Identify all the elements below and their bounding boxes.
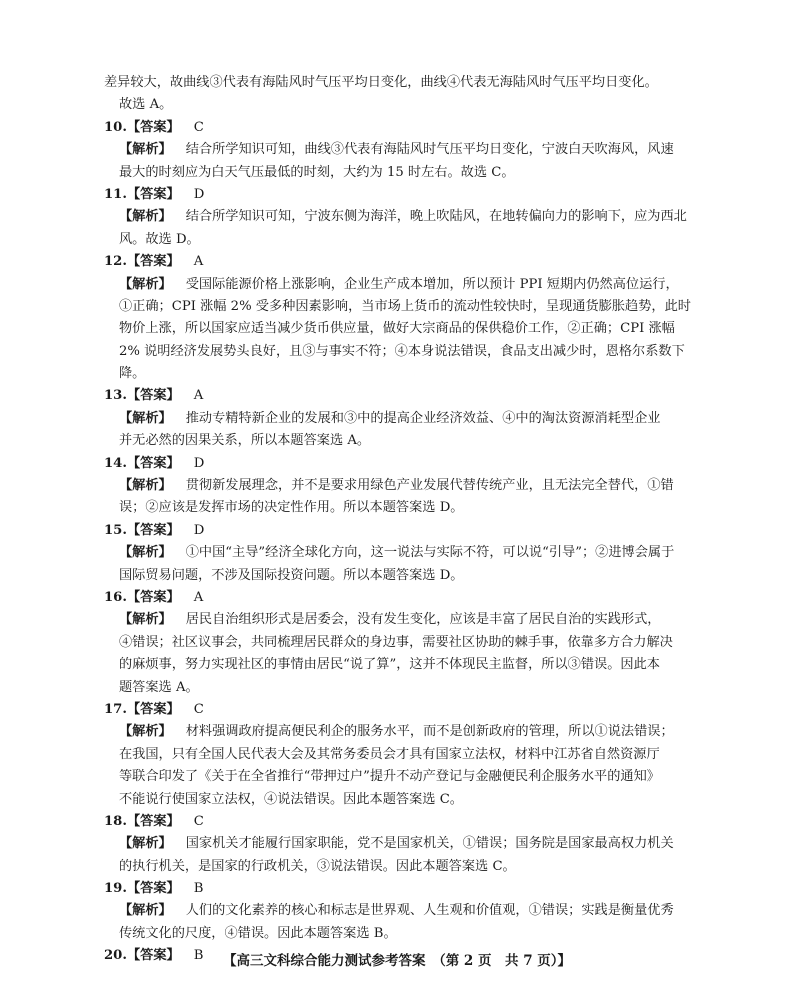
analysis-text: 结合所学知识可知，曲线③代表有海陆风时气压平均日变化，宁波白天吹海风，风速 [185, 142, 674, 158]
answer-tag: 【答案】 [126, 455, 180, 471]
analysis-line [104, 609, 704, 631]
analysis-text: ④错误；社区议事会，共同梳理居民群众的身边事，需要社区协助的棘手事，依靠多方合力解决 [119, 634, 673, 650]
analysis-text: 传统文化的尺度，④错误。因此本题答案选 B。 [119, 925, 397, 941]
answer-line [104, 251, 704, 273]
answer-line [104, 587, 704, 609]
answer-choice: A [193, 589, 204, 605]
intro-line: 差异较大，故曲线③代表有海陆风时气压平均日变化，曲线④代表无海陆风时气压平均日变化。 [104, 75, 658, 90]
question-number: 16. [104, 589, 127, 605]
answer-choice: C [193, 701, 204, 717]
question-block [104, 587, 704, 699]
analysis-text: 并无必然的因果关系，所以本题答案选 A。 [119, 433, 371, 449]
analysis-tag: 【解析】 [119, 410, 172, 426]
analysis-tag: 【解析】 [119, 612, 172, 628]
answer-content [104, 72, 704, 968]
analysis-text: 题答案选 A。 [119, 679, 199, 695]
answer-choice: D [193, 522, 205, 538]
question-number: 20. [104, 948, 127, 964]
answer-line [104, 878, 704, 900]
analysis-text: 材料强调政府提高便民利企的服务水平，而不是创新政府的管理，所以①说法错误； [185, 724, 674, 740]
analysis-line [104, 206, 704, 228]
analysis-text: 国际贸易问题，不涉及国际投资问题。所以本题答案选 D。 [119, 567, 464, 583]
analysis-text: 等联合印发了《关于在全省推行“带押过户”提升不动产登记与金融便民利企服务水平的通知》 [119, 769, 660, 785]
analysis-tag: 【解析】 [119, 142, 172, 158]
analysis-text: 的执行机关，是国家的行政机关，③说法错误。因此本题答案选 C。 [119, 858, 516, 874]
analysis-text: 2% 说明经济发展势头良好，且③与事实不符；④本身说法错误，食品支出减少时，恩格尔系数下 [119, 343, 685, 359]
answer-tag: 【答案】 [126, 701, 180, 717]
analysis-tag: 【解析】 [119, 903, 172, 919]
answer-choice: D [193, 186, 205, 202]
answer-tag: 【答案】 [126, 388, 180, 404]
answer-tag: 【答案】 [126, 881, 180, 897]
analysis-line [104, 475, 704, 497]
analysis-line [104, 408, 704, 430]
question-number: 19. [104, 881, 127, 897]
answer-tag: 【答案】 [126, 948, 180, 964]
question-number: 14. [104, 455, 127, 471]
analysis-line [104, 542, 704, 564]
analysis-line [104, 833, 704, 855]
analysis-text: 贯彻新发展理念，并不是要求用绿色产业发展代替传统产业，且无法完全替代，①错 [185, 478, 674, 494]
answer-choice: C [193, 813, 204, 829]
analysis-line [104, 721, 704, 743]
analysis-text: 风。故选 D。 [119, 231, 200, 247]
question-block [104, 878, 704, 945]
analysis-tag: 【解析】 [119, 545, 172, 561]
analysis-text: 不能说行使国家立法权，④说法错误。因此本题答案选 C。 [119, 791, 463, 807]
question-block [104, 520, 704, 587]
answer-line [104, 453, 704, 475]
analysis-text: 降。 [119, 366, 146, 382]
question-block [104, 453, 704, 520]
answer-choice: C [193, 119, 204, 135]
answer-tag: 【答案】 [126, 813, 180, 829]
answer-line [104, 117, 704, 139]
analysis-text: 人们的文化素养的核心和标志是世界观、人生观和价值观，①错误；实践是衡量优秀 [185, 903, 674, 919]
question-block [104, 117, 704, 184]
analysis-line [104, 274, 704, 296]
analysis-line [104, 900, 704, 922]
answer-line [104, 385, 704, 407]
question-number: 17. [104, 701, 127, 717]
answer-tag: 【答案】 [126, 589, 180, 605]
analysis-text: ①正确；CPI 涨幅 2% 受多种因素影响，当市场上货币的流动性较快时，呈现通货膨胀趋势，此时 [119, 298, 691, 314]
answer-tag: 【答案】 [126, 254, 180, 270]
analysis-text: 误；②应该是发挥市场的决定性作用。所以本题答案选 D。 [119, 500, 464, 516]
analysis-tag: 【解析】 [119, 478, 172, 494]
answer-line [104, 520, 704, 542]
analysis-text: 的麻烦事，努力实现社区的事情由居民“说了算”，这并不体现民主监督，所以③错误。因此本 [119, 657, 660, 673]
answer-choice: A [193, 254, 204, 270]
page-footer: 【高三文科综合能力测试参考答案 （第 2 页 共 7 页）】 [222, 953, 572, 969]
question-number: 12. [104, 254, 127, 270]
analysis-text: 结合所学知识可知，宁波东侧为海洋，晚上吹陆风，在地转偏向力的影响下，应为西北 [185, 209, 687, 225]
question-number: 11. [104, 186, 127, 202]
question-number: 15. [104, 522, 127, 538]
analysis-text: 推动专精特新企业的发展和③中的提高企业经济效益、④中的淘汰资源消耗型企业 [185, 410, 661, 426]
answer-line [104, 184, 704, 206]
question-block [104, 251, 704, 385]
analysis-text: ①中国“主导”经济全球化方向，这一说法与实际不符，可以说“引导”；②进博会属于 [185, 545, 675, 561]
answer-tag: 【答案】 [126, 186, 180, 202]
analysis-text: 受国际能源价格上涨影响，企业生产成本增加，所以预计 PPI 短期内仍然高位运行， [185, 276, 679, 292]
answer-choice: B [193, 881, 204, 897]
answer-choice: B [193, 948, 204, 964]
analysis-text: 物价上涨，所以国家应适当减少货币供应量，做好大宗商品的保供稳价工作，②正确；CPI 涨幅 [119, 321, 675, 337]
intro-line: 故选 A。 [119, 97, 173, 113]
analysis-text: 居民自治组织形式是居委会，没有发生变化，应该是丰富了居民自治的实践形式， [185, 612, 661, 628]
analysis-text: 最大的时刻应为白天气压最低的时刻，大约为 15 时左右。故选 C。 [119, 164, 515, 180]
answer-line [104, 811, 704, 833]
analysis-tag: 【解析】 [119, 276, 172, 292]
analysis-tag: 【解析】 [119, 724, 172, 740]
question-block [104, 811, 704, 878]
analysis-line [104, 139, 704, 161]
answer-choice: D [193, 455, 205, 471]
analysis-tag: 【解析】 [119, 836, 172, 852]
question-block [104, 385, 704, 452]
analysis-text: 在我国，只有全国人民代表大会及其常务委员会才具有国家立法权，材料中江苏省自然资源厅 [119, 746, 660, 762]
question-block [104, 184, 704, 251]
answer-tag: 【答案】 [126, 119, 180, 135]
answer-line [104, 699, 704, 721]
answer-tag: 【答案】 [126, 522, 180, 538]
answer-choice: A [193, 388, 204, 404]
question-number: 18. [104, 813, 127, 829]
question-number: 13. [104, 388, 127, 404]
question-block [104, 699, 704, 811]
analysis-text: 国家机关才能履行国家职能，党不是国家机关，①错误；国务院是国家最高权力机关 [185, 836, 674, 852]
analysis-tag: 【解析】 [119, 209, 172, 225]
question-number: 10. [104, 119, 127, 135]
